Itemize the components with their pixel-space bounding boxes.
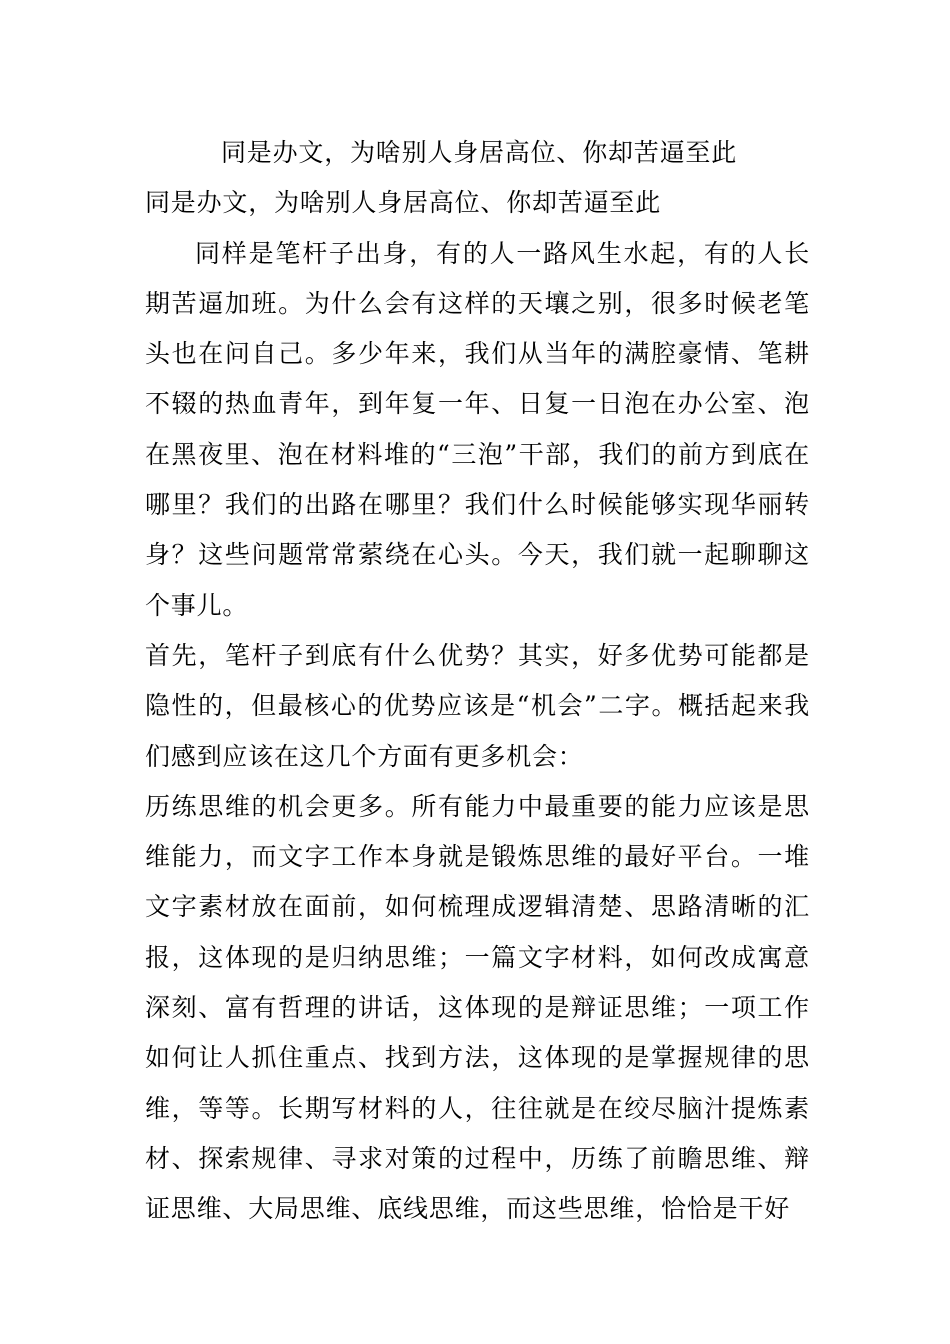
document-body	[145, 128, 810, 1235]
paragraph-advantages: 首先，笔杆子到底有什么优势？其实，好多优势可能都是隐性的，但最核心的优势应该是“机会”二字。概括起来我们感到应该在这几个方面有更多机会：	[145, 640, 810, 771]
document-subtitle: 同是办文，为啥别人身居高位、你却苦逼至此	[145, 188, 662, 218]
paragraph-intro: 同样是笔杆子出身，有的人一路风生水起，有的人长期苦逼加班。为什么会有这样的天壤之别，很多时候老笔头也在问自己。多少年来，我们从当年的满腔豪情、笔耕不辍的热血青年，到年复一年、日复一日泡在办公室、泡在黑夜里、泡在材料堆的“三泡”干部，我们的前方到底在哪里？我们的出路在哪里？我们什么时候能够实现华丽转身？这些问题常常萦绕在心头。今天，我们就一起聊聊这个事儿。	[145, 238, 810, 620]
document-title: 同是办文，为啥别人身居高位、你却苦逼至此	[221, 138, 738, 167]
paragraph-thinking: 历练思维的机会更多。所有能力中最重要的能力应该是思维能力，而文字工作本身就是锻炼思维的最好平台。一堆文字素材放在面前，如何梳理成逻辑清楚、思路清晰的汇报，这体现的是归纳思维；一篇文字材料，如何改成寓意深刻、富有哲理的讲话，这体现的是辩证思维；一项工作如何让人抓住重点、找到方法，这体现的是掌握规律的思维，等等。长期写材料的人，往往就是在绞尽脑汁提炼素材、探索规律、寻求对策的过程中，历练了前瞻思维、辩证思维、大局思维、底线思维，而这些思维，恰恰是干好	[145, 791, 810, 1224]
